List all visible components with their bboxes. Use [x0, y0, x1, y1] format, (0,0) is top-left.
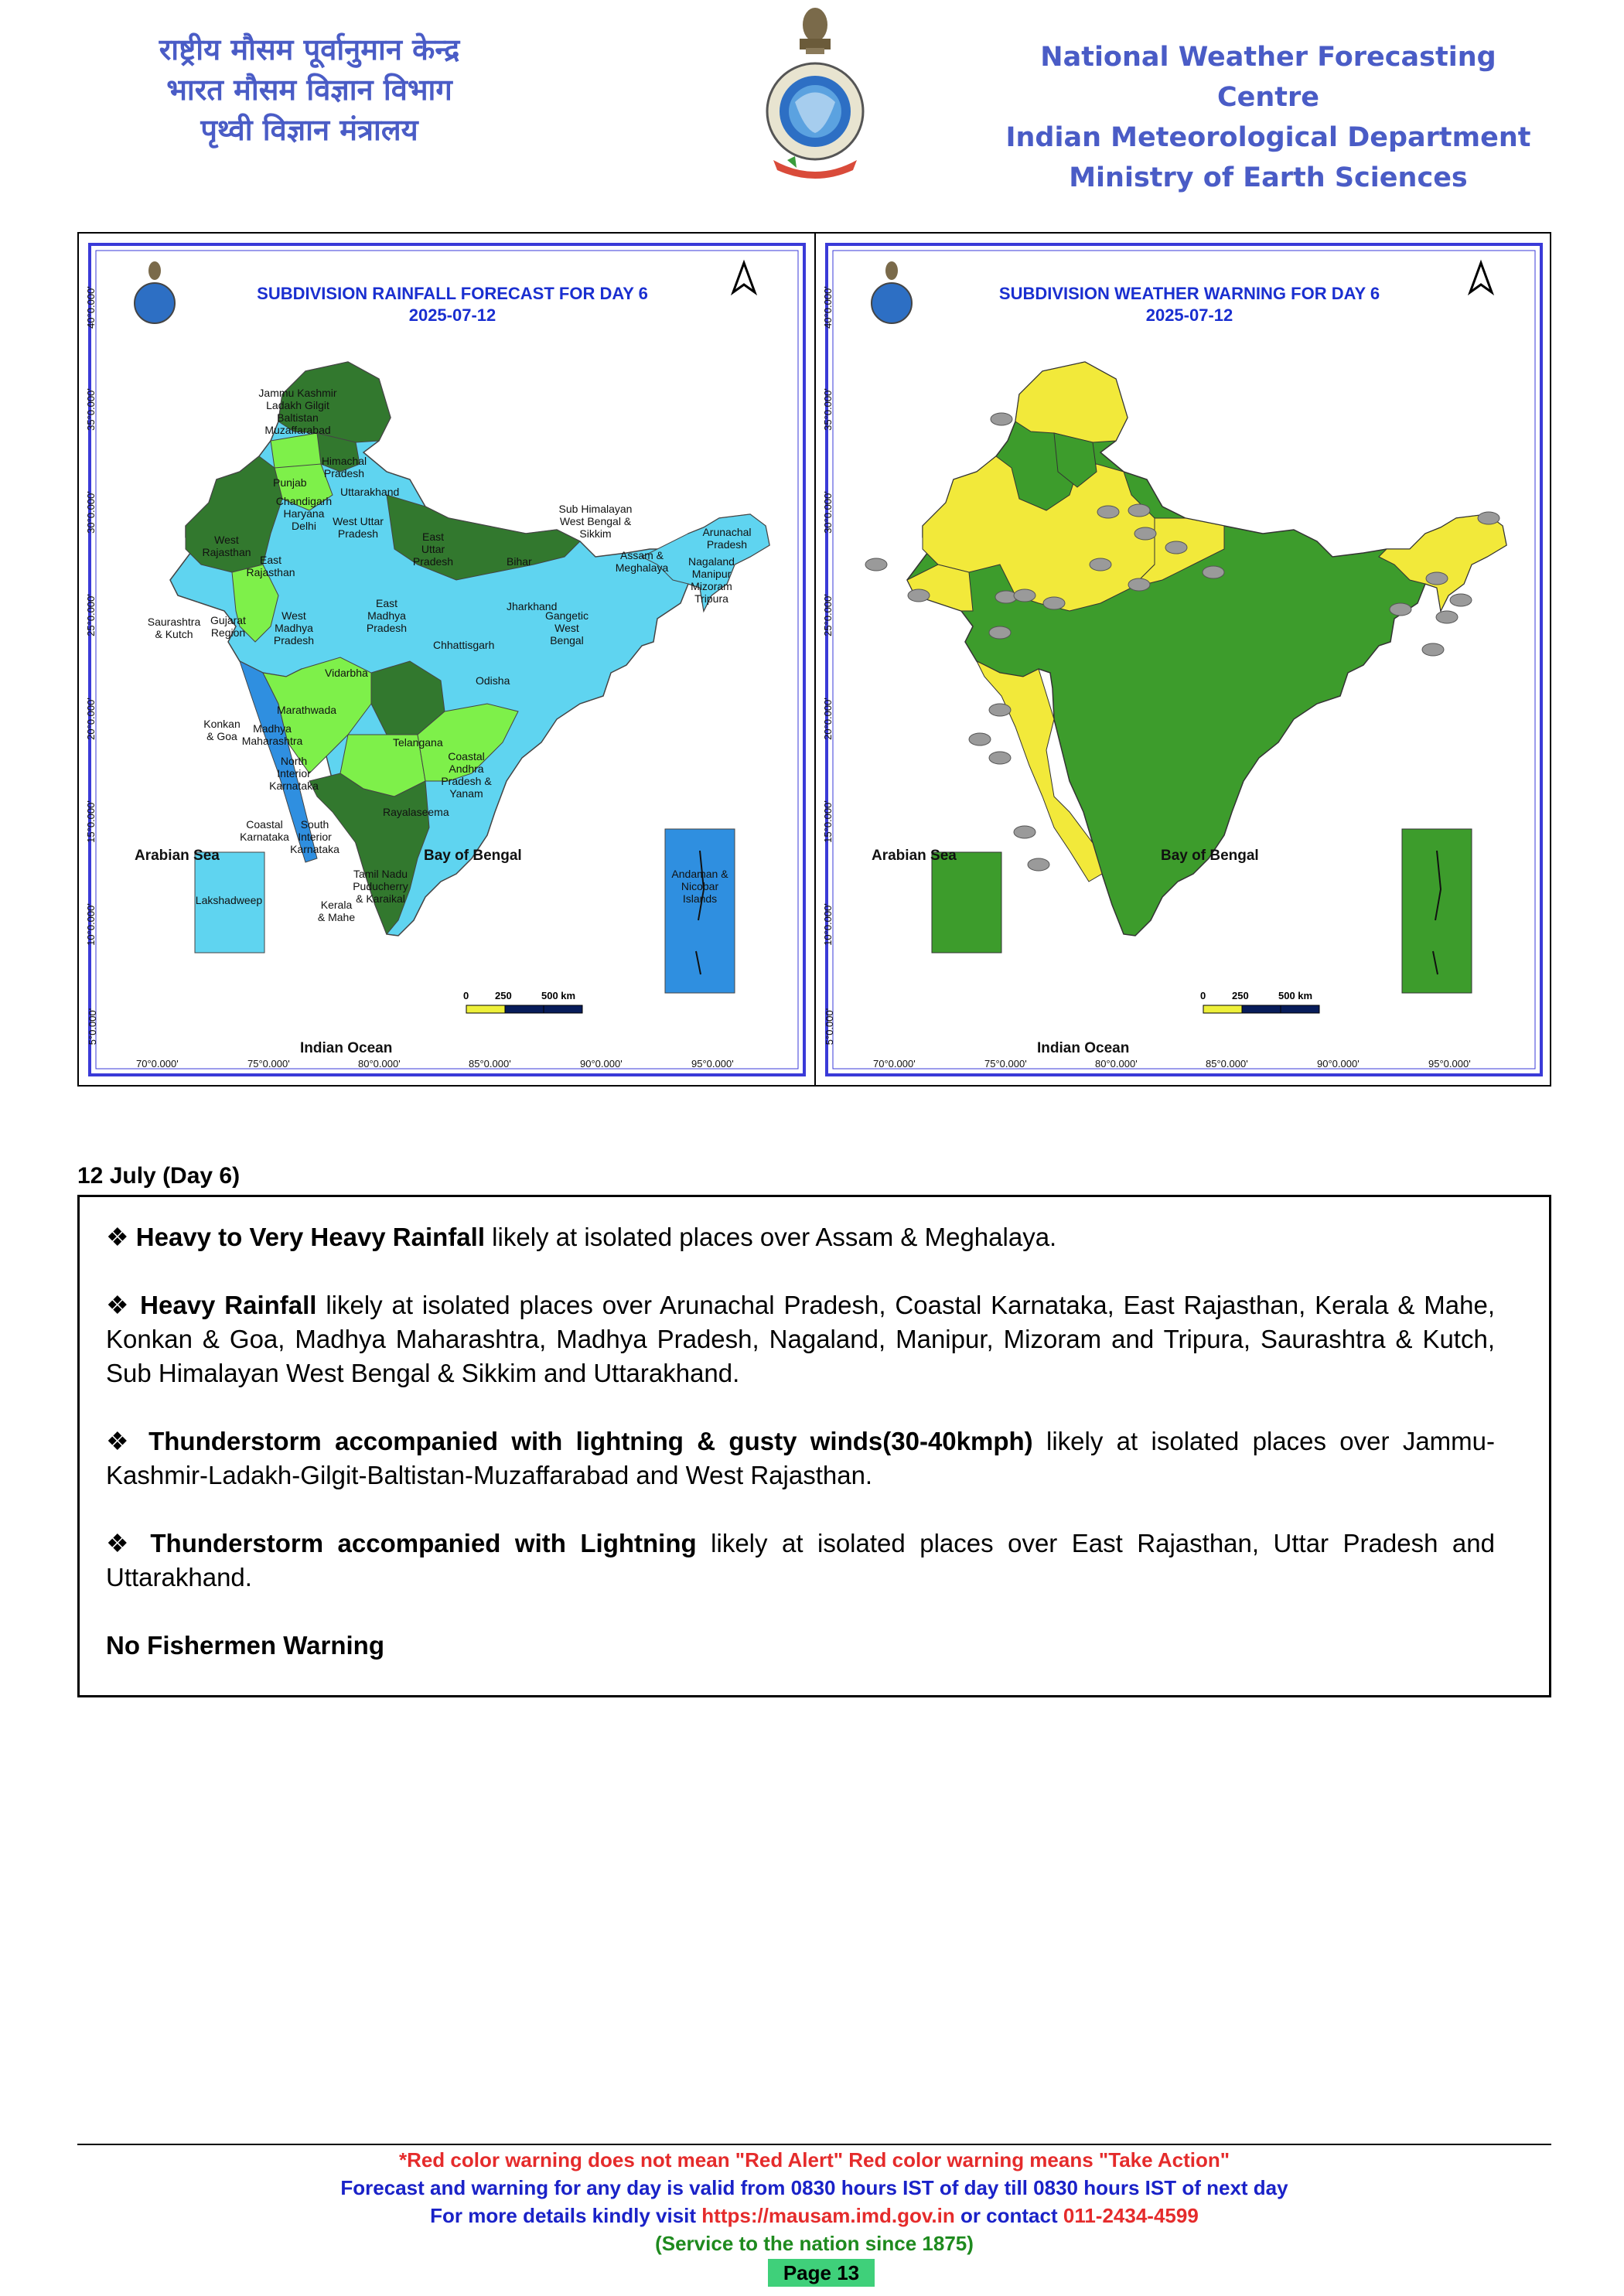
day-title: 12 July (Day 6)	[77, 1163, 241, 1189]
label-nmmt: Nagaland Manipur Mizoram Tripura	[688, 555, 735, 605]
lat-tick: 30°0.000'	[821, 491, 834, 534]
lat-tick: 35°0.000'	[821, 388, 834, 431]
scale-label-500: 500 km	[541, 990, 576, 1001]
fishermen-warning-text: No Fishermen Warning	[106, 1631, 384, 1660]
footer-divider	[77, 2144, 1551, 2145]
lat-tick: 20°0.000'	[84, 698, 97, 740]
scale-label-0: 0	[463, 990, 469, 1001]
footer-contact	[77, 2202, 1551, 2229]
label-mmaha: Madhya Maharashtra	[241, 722, 303, 747]
warning-item-heading: Thunderstorm accompanied with lightning & gusty winds(30-40kmph)	[148, 1427, 1033, 1455]
rainfall-map-title: SUBDIVISION RAINFALL FORECAST FOR DAY 6	[257, 284, 648, 303]
lon-tick: 90°0.000'	[580, 1058, 623, 1070]
scale-label-0: 0	[1200, 990, 1206, 1001]
warning-item-heading: Heavy Rainfall	[140, 1291, 317, 1319]
label-bay-of-bengal: Bay of Bengal	[1161, 848, 1259, 864]
label-marathwada: Marathwada	[277, 704, 337, 716]
warning-item	[106, 1527, 1495, 1595]
lat-tick: 10°0.000'	[84, 903, 97, 946]
label-tn: Tamil Nadu Puducherry & Karaikal	[353, 868, 408, 905]
lat-tick: 35°0.000'	[84, 388, 97, 431]
warning-map-title: SUBDIVISION WEATHER WARNING FOR DAY 6	[998, 284, 1380, 303]
label-assam: Assam & Meghalaya	[615, 549, 669, 574]
lat-tick: 5°0.000'	[87, 1008, 99, 1046]
bullet-icon: ❖	[106, 1427, 135, 1455]
phone-number: 011-2434-4599	[1063, 2204, 1199, 2227]
english-line-1: National Weather Forecasting Centre	[1040, 42, 1496, 113]
label-wraj: West Rajasthan	[202, 534, 251, 558]
label-arabian-sea: Arabian Sea	[135, 848, 220, 864]
footer-contact-pre: For more details kindly visit	[430, 2204, 702, 2227]
lat-tick: 15°0.000'	[821, 800, 834, 843]
label-wmp: West Madhya Pradesh	[273, 609, 315, 646]
rainfall-map-panel	[85, 240, 809, 1080]
lon-tick: 70°0.000'	[136, 1058, 179, 1070]
label-lakshadweep: Lakshadweep	[195, 894, 263, 906]
label-punjab: Punjab	[273, 476, 307, 489]
english-line-3: Ministry of Earth Sciences	[1069, 162, 1468, 193]
english-header	[998, 37, 1539, 198]
lon-tick: 95°0.000'	[1428, 1058, 1471, 1070]
rainfall-map-date: 2025-07-12	[408, 305, 496, 325]
lat-tick: 5°0.000'	[824, 1008, 836, 1046]
website-link[interactable]: https://mausam.imd.gov.in	[701, 2204, 955, 2227]
lat-tick: 25°0.000'	[84, 594, 97, 636]
warning-text-box	[77, 1195, 1551, 1697]
footer-red-note: *Red color warning does not mean "Red Alert" Red color warning means "Take Action"	[398, 2148, 1230, 2171]
label-jk: Jammu Kashmir Ladakh Gilgit Baltistan Muzaffarabad	[258, 387, 337, 436]
lat-tick: 30°0.000'	[84, 491, 97, 534]
label-gwb: Gangetic West Bengal	[544, 609, 589, 646]
label-coastal-ap: Coastal Andhra Pradesh & Yanam	[441, 750, 492, 800]
lon-tick: 90°0.000'	[1317, 1058, 1360, 1070]
label-indian-ocean: Indian Ocean	[1037, 1040, 1130, 1056]
bullet-icon: ❖	[106, 1223, 129, 1251]
label-eraj: East Rajasthan	[246, 554, 295, 578]
lat-tick: 15°0.000'	[84, 800, 97, 843]
label-arunachal: Arunachal Pradesh	[702, 526, 752, 551]
maps-divider	[814, 234, 816, 1085]
warning-map	[822, 240, 1546, 1080]
hindi-line-1: राष्ट्रीय मौसम पूर्वानुमान केन्द्र	[159, 32, 460, 67]
label-coastal-k: Coastal Karnataka	[240, 818, 289, 843]
label-andaman: Andaman & Nicobar Islands	[671, 868, 728, 905]
warning-item-text: likely at isolated places over Jammu-Kashmir-Ladakh-Gilgit-Baltistan-Muzaffarabad and West Rajasthan.	[106, 1427, 1496, 1489]
lon-tick: 80°0.000'	[358, 1058, 401, 1070]
label-kerala: Kerala & Mahe	[317, 899, 356, 923]
label-konkan: Konkan & Goa	[203, 718, 241, 742]
bullet-icon: ❖	[106, 1529, 136, 1557]
label-rayalaseema: Rayalaseema	[383, 806, 449, 818]
imd-emblem-logo	[764, 2, 866, 184]
warning-map-panel	[822, 240, 1546, 1080]
english-line-2: Indian Meteorological Department	[1005, 122, 1531, 153]
footer-validity: Forecast and warning for any day is valid from 0830 hours IST of day till 0830 hours IST of next day	[340, 2176, 1288, 2199]
label-wup: West Uttar Pradesh	[333, 515, 384, 540]
lat-tick: 25°0.000'	[821, 594, 834, 636]
label-arabian-sea: Arabian Sea	[872, 848, 957, 864]
warning-item-heading: Thunderstorm accompanied with Lightning	[150, 1529, 697, 1557]
label-eup: East Uttar Pradesh	[412, 531, 454, 568]
label-bay-of-bengal: Bay of Bengal	[424, 848, 522, 864]
warning-item	[106, 1424, 1495, 1493]
label-hp: Himachal Pradesh	[321, 455, 367, 479]
warning-map-date: 2025-07-12	[1145, 305, 1233, 325]
maps-container	[77, 232, 1551, 1087]
label-chd: Chandigarh Haryana Delhi	[275, 495, 333, 532]
lon-tick: 85°0.000'	[1206, 1058, 1248, 1070]
lat-tick: 20°0.000'	[821, 698, 834, 740]
warning-item-heading: Heavy to Very Heavy Rainfall	[135, 1223, 486, 1251]
lon-tick: 70°0.000'	[873, 1058, 916, 1070]
label-vidarbha: Vidarbha	[325, 667, 368, 679]
label-emp: East Madhya Pradesh	[366, 597, 408, 634]
label-chhattisgarh: Chhattisgarh	[433, 639, 495, 651]
warning-item-text: likely at isolated places over Arunachal Pradesh, Coastal Karnataka, East Rajasthan, Kerala & Mahe, Konkan & Goa, Madhya Maharashtra, Madhya Pradesh, Nagaland, Manipur, Mizoram and Tripura, Saurashtra & Kutch, Sub Himalayan West Bengal & Sikkim and Uttarakhand.	[106, 1291, 1495, 1387]
lat-tick: 40°0.000'	[821, 286, 834, 329]
lon-tick: 85°0.000'	[469, 1058, 511, 1070]
page-number: Page 13	[768, 2259, 875, 2287]
footer-service: (Service to the nation since 1875)	[655, 2232, 974, 2255]
label-odisha: Odisha	[476, 674, 510, 687]
lon-tick: 75°0.000'	[247, 1058, 290, 1070]
bullet-icon: ❖	[106, 1291, 131, 1319]
warning-item-text: likely at isolated places over East Rajasthan, Uttar Pradesh and Uttarakhand.	[106, 1529, 1495, 1592]
warning-item-text: likely at isolated places over Assam & Meghalaya.	[485, 1223, 1057, 1251]
label-telangana: Telangana	[393, 736, 443, 749]
lon-tick: 75°0.000'	[984, 1058, 1027, 1070]
label-bihar: Bihar	[507, 555, 532, 568]
label-jharkhand: Jharkhand	[507, 600, 558, 612]
scale-label-500: 500 km	[1278, 990, 1313, 1001]
label-nik: North Interior Karnataka	[269, 755, 319, 792]
hindi-header	[116, 29, 503, 150]
label-sik: South Interior Karnataka	[290, 818, 339, 855]
lon-tick: 80°0.000'	[1095, 1058, 1138, 1070]
label-indian-ocean: Indian Ocean	[300, 1040, 393, 1056]
lon-tick: 95°0.000'	[691, 1058, 734, 1070]
hindi-line-2: भारत मौसम विज्ञान विभाग	[166, 73, 452, 107]
scale-label-250: 250	[495, 990, 512, 1001]
label-gujarat: Gujarat Region	[210, 614, 246, 639]
label-saurashtra: Saurashtra & Kutch	[147, 616, 201, 640]
warning-item	[106, 1288, 1495, 1390]
lat-tick: 10°0.000'	[821, 903, 834, 946]
hindi-line-3: पृथ्वी विज्ञान मंत्रालय	[200, 113, 418, 147]
label-shwb: Sub Himalayan West Bengal & Sikkim	[558, 503, 633, 540]
rainfall-map	[85, 240, 809, 1080]
scale-label-250: 250	[1232, 990, 1249, 1001]
label-uk: Uttarakhand	[340, 486, 400, 498]
lat-tick: 40°0.000'	[84, 286, 97, 329]
fishermen-warning	[106, 1629, 1495, 1663]
footer-contact-mid: or contact	[954, 2204, 1063, 2227]
warning-item	[106, 1220, 1495, 1254]
